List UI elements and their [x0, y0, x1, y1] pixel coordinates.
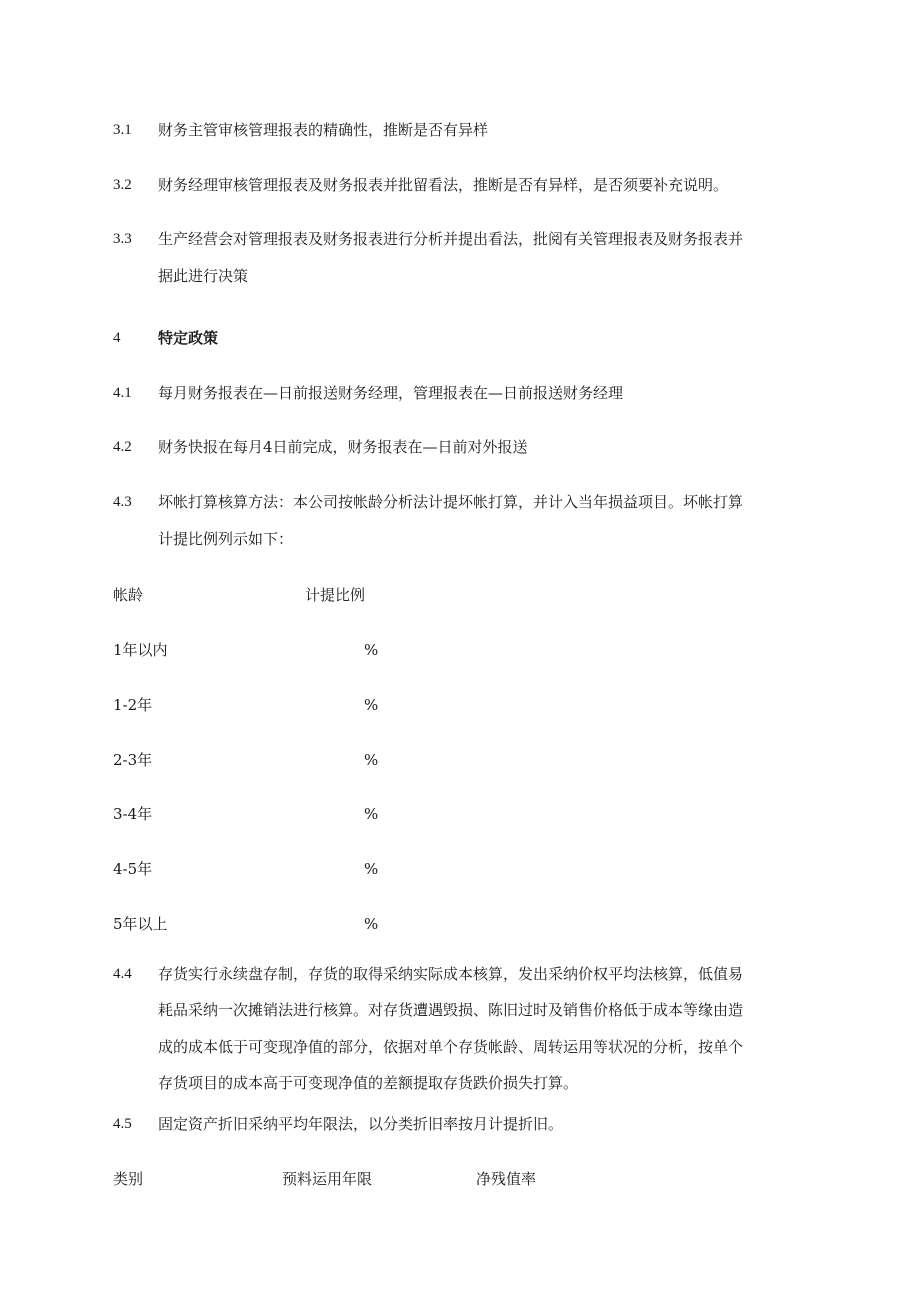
heading-title: 特定政策 — [158, 329, 219, 347]
section-text-continued: 计提比例列示如下： — [158, 530, 294, 548]
section-number: 4.5 — [113, 1116, 132, 1132]
aging-age: 1-2年 — [113, 696, 153, 714]
section-text-continued: 成的成本低于可变现净值的部分，依据对单个存货帐龄、周转运用等状况的分析，按单个 — [158, 1038, 744, 1056]
section-text: 固定资产折旧采纳平均年限法，以分类折旧率按月计提折旧。 — [158, 1115, 564, 1133]
section-text: 生产经营会对管理报表及财务报表进行分析并提出看法，批阅有关管理报表及财务报表并 — [158, 230, 744, 248]
aging-age: 1年以内 — [113, 641, 168, 659]
aging-ratio: % — [364, 751, 379, 769]
section-text-continued: 据此进行决策 — [158, 267, 249, 285]
aging-ratio: % — [364, 915, 379, 933]
section-number: 4.1 — [113, 385, 132, 401]
section-text: 每月财务报表在—日前报送财务经理，管理报表在—日前报送财务经理 — [158, 384, 624, 402]
aging-ratio: % — [364, 641, 379, 659]
section-text: 坏帐打算核算方法：本公司按帐龄分析法计提坏帐打算，并计入当年损益项目。坏帐打算 — [158, 493, 744, 511]
section-number: 3.3 — [113, 231, 132, 247]
section-number: 4.4 — [113, 966, 132, 982]
section-number: 4.3 — [113, 494, 132, 510]
section-number: 3.2 — [113, 177, 132, 193]
aging-age: 3-4年 — [113, 805, 153, 823]
section-text: 财务经理审核管理报表及财务报表并批留看法，推断是否有异样，是否须要补充说明。 — [158, 176, 729, 194]
asset-header-life: 预料运用年限 — [282, 1170, 373, 1188]
section-text-continued: 耗品采纳一次摊销法进行核算。对存货遭遇毁损、陈旧过时及销售价格低于成本等缘由造 — [158, 1001, 744, 1019]
section-text: 财务主管审核管理报表的精确性，推断是否有异样 — [158, 121, 489, 139]
aging-ratio: % — [364, 860, 379, 878]
heading-number: 4 — [113, 330, 121, 346]
section-number: 4.2 — [113, 439, 132, 455]
section-text: 财务快报在每月4日前完成，财务报表在—日前对外报送 — [158, 438, 528, 456]
asset-header-category: 类别 — [113, 1170, 144, 1188]
aging-ratio: % — [364, 696, 379, 714]
section-number: 3.1 — [113, 122, 132, 138]
asset-header-residual: 净残值率 — [476, 1170, 537, 1188]
aging-ratio: % — [364, 805, 379, 823]
aging-age: 2-3年 — [113, 751, 153, 769]
aging-age: 5年以上 — [113, 915, 168, 933]
aging-age: 4-5年 — [113, 860, 153, 878]
section-text-continued: 存货项目的成本高于可变现净值的差额提取存货跌价损失打算。 — [158, 1074, 579, 1092]
aging-header-ratio: 计提比例 — [305, 586, 366, 604]
section-text: 存货实行永续盘存制，存货的取得采纳实际成本核算，发出采纳价权平均法核算，低值易 — [158, 965, 744, 983]
aging-header-age: 帐龄 — [113, 586, 144, 604]
